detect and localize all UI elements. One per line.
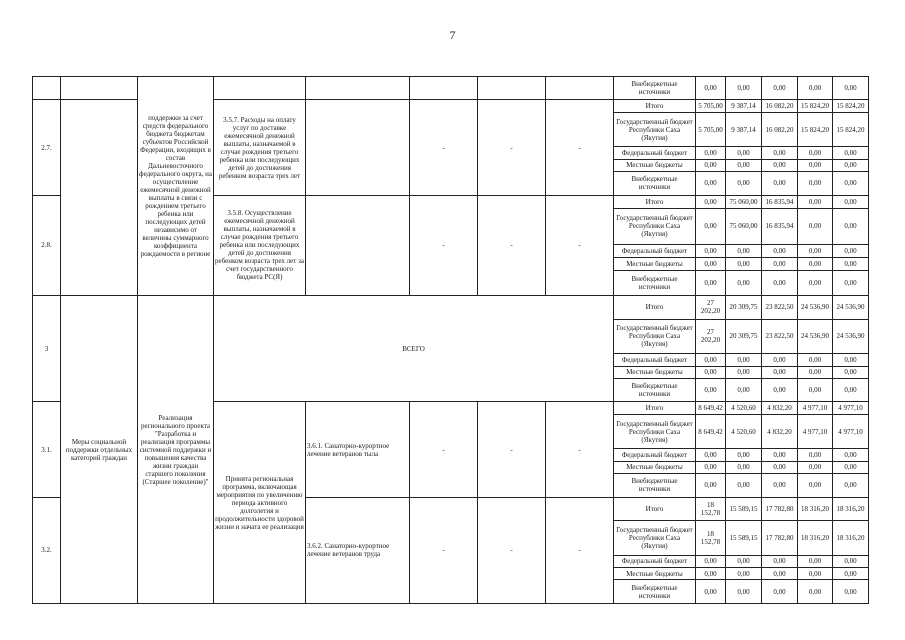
- table-row: [33, 77, 869, 100]
- amount-cell: 18 316,20: [833, 497, 869, 520]
- amount-cell: 0,00: [798, 159, 833, 171]
- amount-cell: 0,00: [798, 271, 833, 296]
- amount-cell: 0,00: [798, 366, 833, 378]
- cell-empty: [306, 100, 410, 195]
- funding-source-label: Итого: [614, 100, 696, 112]
- amount-cell: 0,00: [762, 449, 798, 461]
- funding-source-label: Государственный бюджет Республики Саха (Якутия): [614, 521, 696, 555]
- dash-cell: -: [410, 402, 478, 497]
- amount-cell: 17 782,80: [762, 521, 798, 555]
- funding-source-label: Итого: [614, 296, 696, 319]
- dash-cell: -: [546, 497, 614, 603]
- page-number: 7: [449, 28, 456, 42]
- amount-cell: 0,00: [696, 147, 726, 159]
- amount-cell: 75 060,00: [726, 208, 762, 244]
- amount-cell: 0,00: [798, 77, 833, 100]
- amount-cell: 27 202,20: [696, 319, 726, 353]
- funding-source-label: Федеральный бюджет: [614, 555, 696, 567]
- amount-cell: 0,00: [798, 245, 833, 258]
- dash-cell: -: [410, 497, 478, 603]
- amount-cell: 0,00: [726, 580, 762, 604]
- dash-cell: -: [410, 195, 478, 296]
- amount-cell: 0,00: [726, 147, 762, 159]
- amount-cell: 0,00: [726, 77, 762, 100]
- amount-cell: 0,00: [762, 245, 798, 258]
- funding-source-label: Внебюджетные источники: [614, 77, 696, 100]
- amount-cell: 0,00: [833, 271, 869, 296]
- amount-cell: 0,00: [798, 258, 833, 271]
- amount-cell: 0,00: [833, 77, 869, 100]
- amount-cell: 17 782,80: [762, 497, 798, 520]
- amount-cell: 24 536,90: [833, 296, 869, 319]
- amount-cell: 8 649,42: [696, 402, 726, 414]
- merged-objective-text: поддержки за счет средств федерального бюджета бюджетам субъектов Российской Федерации, входящих в состав Дальневосточного федерального округа, на осуществление ежемесячной денежной выплаты в связи с рождением третьего ребенка или последующих детей независимо от величины суммарного коэффициента рождаемости в регионе: [138, 77, 214, 296]
- dash-cell: -: [478, 195, 546, 296]
- amount-cell: 18 152,78: [696, 521, 726, 555]
- amount-cell: 4 832,20: [762, 414, 798, 448]
- amount-cell: 0,00: [762, 271, 798, 296]
- amount-cell: 23 822,50: [762, 319, 798, 353]
- amount-cell: 0,00: [798, 474, 833, 497]
- amount-cell: 0,00: [833, 159, 869, 171]
- amount-cell: 4 977,10: [798, 414, 833, 448]
- activity-name: 3.6.1. Санаторно-курортное лечение ветеранов тыла: [306, 402, 410, 497]
- amount-cell: 16 082,20: [762, 112, 798, 146]
- dash-cell: -: [478, 100, 546, 195]
- amount-cell: 0,00: [762, 159, 798, 171]
- amount-cell: 0,00: [762, 567, 798, 579]
- amount-cell: 4 977,10: [798, 402, 833, 414]
- amount-cell: 0,00: [833, 474, 869, 497]
- amount-cell: 16 082,20: [762, 100, 798, 112]
- activity-name: 3.5.7. Расходы на оплату услуг по доставке ежемесячной денежной выплаты, назначаемой в случае рождения третьего ребенка или последующих детей до достижения ребенком возраста трех лет: [214, 100, 306, 195]
- amount-cell: 0,00: [726, 366, 762, 378]
- amount-cell: 9 387,14: [726, 112, 762, 146]
- funding-source-label: Государственный бюджет Республики Саха (Якутия): [614, 414, 696, 448]
- amount-cell: 0,00: [798, 580, 833, 604]
- amount-cell: 75 060,00: [726, 195, 762, 208]
- amount-cell: 0,00: [696, 245, 726, 258]
- amount-cell: 4 977,10: [833, 414, 869, 448]
- amount-cell: 0,00: [798, 147, 833, 159]
- amount-cell: 0,00: [798, 461, 833, 473]
- cell-empty: [33, 77, 61, 100]
- amount-cell: 18 316,20: [798, 497, 833, 520]
- amount-cell: 0,00: [696, 567, 726, 579]
- funding-source-label: Внебюджетные источники: [614, 580, 696, 604]
- amount-cell: 0,00: [762, 461, 798, 473]
- row-number: 3.2.: [33, 497, 61, 603]
- funding-source-label: Внебюджетные источники: [614, 172, 696, 195]
- amount-cell: 0,00: [798, 555, 833, 567]
- amount-cell: 0,00: [696, 271, 726, 296]
- amount-cell: 24 536,90: [798, 296, 833, 319]
- amount-cell: 0,00: [798, 354, 833, 366]
- amount-cell: 0,00: [696, 354, 726, 366]
- dash-cell: -: [546, 195, 614, 296]
- amount-cell: 0,00: [833, 208, 869, 244]
- amount-cell: 0,00: [833, 172, 869, 195]
- funding-source-label: Местные бюджеты: [614, 567, 696, 579]
- amount-cell: 4 832,20: [762, 402, 798, 414]
- amount-cell: 23 822,50: [762, 296, 798, 319]
- amount-cell: 15 824,20: [798, 112, 833, 146]
- funding-source-label: Внебюджетные источники: [614, 271, 696, 296]
- funding-source-label: Местные бюджеты: [614, 366, 696, 378]
- amount-cell: 0,00: [833, 245, 869, 258]
- funding-source-label: Федеральный бюджет: [614, 245, 696, 258]
- amount-cell: 0,00: [833, 567, 869, 579]
- measures-title: Меры социальной поддержки отдельных категорий граждан: [61, 296, 138, 604]
- row-number: 2.7.: [33, 100, 61, 195]
- amount-cell: 0,00: [726, 474, 762, 497]
- amount-cell: 0,00: [696, 77, 726, 100]
- row-number: 3: [33, 296, 61, 402]
- funding-source-label: Итого: [614, 497, 696, 520]
- amount-cell: 18 152,78: [696, 497, 726, 520]
- amount-cell: 0,00: [833, 366, 869, 378]
- amount-cell: 4 520,60: [726, 414, 762, 448]
- funding-source-label: Местные бюджеты: [614, 258, 696, 271]
- amount-cell: 15 589,15: [726, 521, 762, 555]
- funding-source-label: Местные бюджеты: [614, 461, 696, 473]
- dash-cell: -: [478, 497, 546, 603]
- amount-cell: 0,00: [726, 271, 762, 296]
- amount-cell: 0,00: [833, 195, 869, 208]
- amount-cell: 0,00: [726, 354, 762, 366]
- amount-cell: 15 824,20: [833, 100, 869, 112]
- activity-name: 3.5.8. Осуществление ежемесячной денежной выплаты, назначаемой в случае рождения третьего ребенка или последующих детей до достижения ребенком возраста трех лет за счет государственного бюджета РС(Я): [214, 195, 306, 296]
- amount-cell: 0,00: [696, 195, 726, 208]
- funding-source-label: Местные бюджеты: [614, 159, 696, 171]
- amount-cell: 0,00: [696, 159, 726, 171]
- amount-cell: 0,00: [696, 172, 726, 195]
- amount-cell: 20 309,75: [726, 319, 762, 353]
- amount-cell: 0,00: [833, 449, 869, 461]
- amount-cell: 0,00: [762, 354, 798, 366]
- amount-cell: 0,00: [762, 580, 798, 604]
- amount-cell: 0,00: [798, 172, 833, 195]
- amount-cell: 16 835,94: [762, 208, 798, 244]
- amount-cell: 0,00: [798, 449, 833, 461]
- amount-cell: 0,00: [798, 379, 833, 402]
- amount-cell: 5 705,00: [696, 100, 726, 112]
- merged-program-text: Принята региональная программа, включающая мероприятия по увеличению периода активного долголетия и продолжительности здоровой жизни и начата ее реализация: [214, 402, 306, 604]
- cell-empty: [546, 77, 614, 100]
- amount-cell: 0,00: [696, 580, 726, 604]
- cell-empty: [61, 100, 138, 296]
- cell-empty: [410, 77, 478, 100]
- amount-cell: 0,00: [833, 258, 869, 271]
- amount-cell: 0,00: [726, 245, 762, 258]
- amount-cell: 0,00: [762, 172, 798, 195]
- amount-cell: 5 705,00: [696, 112, 726, 146]
- regional-project-title: Реализация регионального проекта "Разработка и реализация программы системной поддержки и повышения качества жизни граждан старшего поколения (Старшее поколение)": [138, 296, 214, 604]
- funding-table: [32, 76, 869, 604]
- amount-cell: 0,00: [833, 147, 869, 159]
- amount-cell: 15 824,20: [798, 100, 833, 112]
- amount-cell: 0,00: [762, 258, 798, 271]
- table-row: [33, 296, 869, 319]
- amount-cell: 0,00: [696, 461, 726, 473]
- funding-source-label: Федеральный бюджет: [614, 354, 696, 366]
- amount-cell: 0,00: [762, 77, 798, 100]
- amount-cell: 0,00: [696, 449, 726, 461]
- amount-cell: 18 316,20: [833, 521, 869, 555]
- row-number: 3.1.: [33, 402, 61, 497]
- activity-name: 3.6.2. Санаторно-курортное лечение ветеранов труда: [306, 497, 410, 603]
- funding-source-label: Государственный бюджет Республики Саха (Якутия): [614, 208, 696, 244]
- amount-cell: 0,00: [726, 159, 762, 171]
- amount-cell: 0,00: [696, 258, 726, 271]
- amount-cell: 0,00: [696, 379, 726, 402]
- amount-cell: 20 309,75: [726, 296, 762, 319]
- funding-source-label: Федеральный бюджет: [614, 147, 696, 159]
- dash-cell: -: [410, 100, 478, 195]
- funding-source-label: Федеральный бюджет: [614, 449, 696, 461]
- funding-source-label: Государственный бюджет Республики Саха (Якутия): [614, 319, 696, 353]
- amount-cell: 0,00: [696, 474, 726, 497]
- cell-empty: [306, 77, 410, 100]
- total-label: ВСЕГО: [214, 296, 614, 402]
- amount-cell: 24 536,90: [798, 319, 833, 353]
- amount-cell: 0,00: [762, 379, 798, 402]
- amount-cell: 0,00: [798, 195, 833, 208]
- amount-cell: 0,00: [726, 449, 762, 461]
- amount-cell: 0,00: [696, 555, 726, 567]
- cell-empty: [478, 77, 546, 100]
- amount-cell: 0,00: [726, 555, 762, 567]
- funding-source-label: Итого: [614, 195, 696, 208]
- cell-empty: [214, 77, 306, 100]
- funding-source-label: Внебюджетные источники: [614, 379, 696, 402]
- amount-cell: 0,00: [762, 366, 798, 378]
- cell-empty: [61, 77, 138, 100]
- dash-cell: -: [546, 100, 614, 195]
- amount-cell: 0,00: [726, 567, 762, 579]
- amount-cell: 18 316,20: [798, 521, 833, 555]
- amount-cell: 0,00: [762, 555, 798, 567]
- amount-cell: 0,00: [833, 580, 869, 604]
- dash-cell: -: [546, 402, 614, 497]
- row-number: 2.8.: [33, 195, 61, 296]
- amount-cell: 27 202,20: [696, 296, 726, 319]
- amount-cell: 15 824,20: [833, 112, 869, 146]
- amount-cell: 9 387,14: [726, 100, 762, 112]
- amount-cell: 4 977,10: [833, 402, 869, 414]
- amount-cell: 0,00: [696, 366, 726, 378]
- amount-cell: 0,00: [762, 474, 798, 497]
- funding-source-label: Государственный бюджет Республики Саха (Якутия): [614, 112, 696, 146]
- amount-cell: 0,00: [726, 172, 762, 195]
- amount-cell: 8 649,42: [696, 414, 726, 448]
- amount-cell: 15 589,15: [726, 497, 762, 520]
- funding-source-label: Итого: [614, 402, 696, 414]
- amount-cell: 0,00: [726, 258, 762, 271]
- amount-cell: 0,00: [798, 208, 833, 244]
- amount-cell: 0,00: [696, 208, 726, 244]
- cell-empty: [306, 195, 410, 296]
- amount-cell: 0,00: [726, 461, 762, 473]
- amount-cell: 0,00: [833, 555, 869, 567]
- amount-cell: 16 835,94: [762, 195, 798, 208]
- amount-cell: 0,00: [726, 379, 762, 402]
- amount-cell: 0,00: [833, 354, 869, 366]
- amount-cell: 0,00: [833, 461, 869, 473]
- funding-source-label: Внебюджетные источники: [614, 474, 696, 497]
- dash-cell: -: [478, 402, 546, 497]
- amount-cell: 0,00: [762, 147, 798, 159]
- amount-cell: 24 536,90: [833, 319, 869, 353]
- amount-cell: 0,00: [833, 379, 869, 402]
- amount-cell: 0,00: [798, 567, 833, 579]
- amount-cell: 4 520,60: [726, 402, 762, 414]
